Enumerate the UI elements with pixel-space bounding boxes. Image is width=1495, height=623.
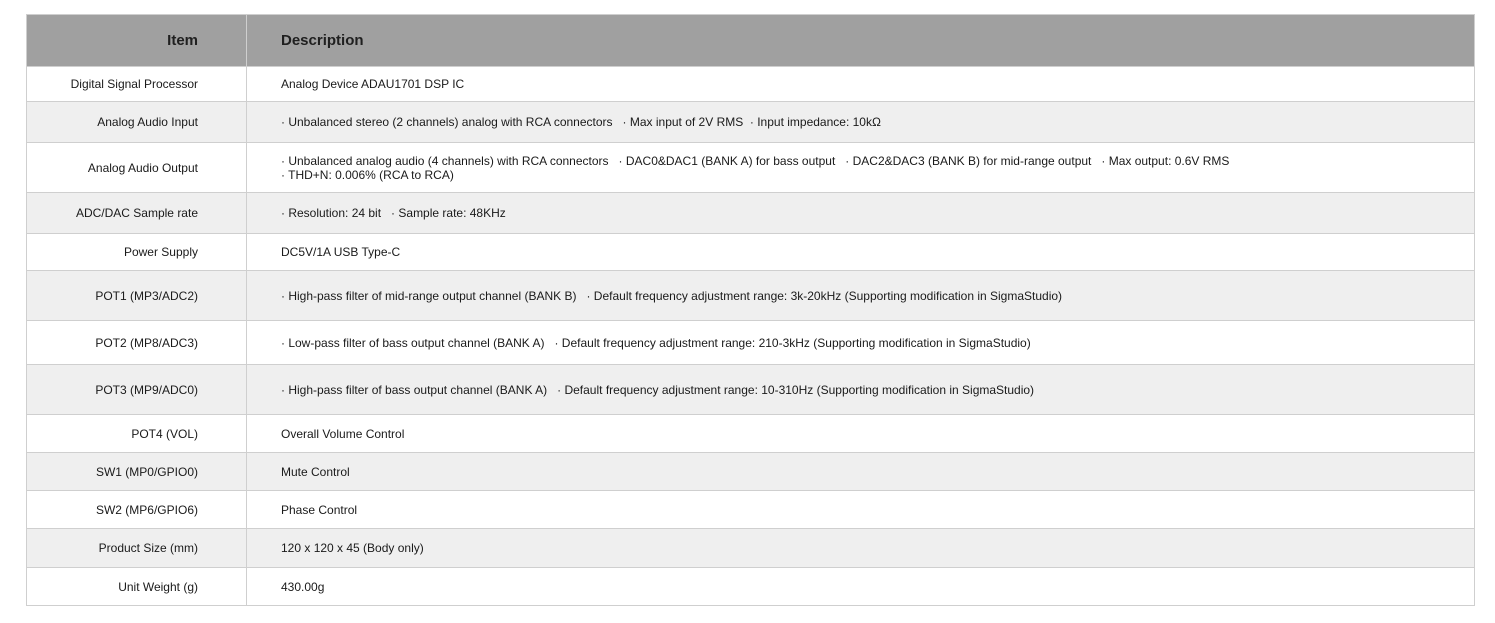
description-cell	[247, 67, 1474, 101]
table-row	[27, 101, 1474, 142]
table-row	[27, 270, 1474, 320]
item-cell: POT1 (MP3/ADC2)	[27, 271, 247, 320]
item-cell: Digital Signal Processor	[27, 67, 247, 101]
description-line: Mute Control	[281, 464, 350, 479]
description-cell	[247, 193, 1474, 233]
description-cell	[247, 321, 1474, 364]
item-cell: Power Supply	[27, 234, 247, 270]
description-line: · Unbalanced stereo (2 channels) analog with RCA connectors · Max input of 2V RMS · Input impedance: 10kΩ	[281, 115, 881, 129]
description-cell	[247, 143, 1474, 192]
description-line: DC5V/1A USB Type-C	[281, 245, 401, 259]
item-cell: POT2 (MP8/ADC3)	[27, 321, 247, 364]
table-row	[27, 320, 1474, 364]
description-cell	[247, 453, 1474, 490]
table-row	[27, 528, 1474, 567]
item-cell: SW2 (MP6/GPIO6)	[27, 491, 247, 528]
item-cell: Product Size (mm)	[27, 529, 247, 567]
table-row	[27, 452, 1474, 490]
table-row	[27, 142, 1474, 192]
description-cell	[247, 491, 1474, 528]
description-line: · Unbalanced analog audio (4 channels) with RCA connectors · DAC0&DAC1 (BANK A) for bass output · DAC2&DAC3 (BANK B) for mid-range output · Max output: 0.6V RMS	[281, 153, 1230, 168]
description-line: · THD+N: 0.006% (RCA to RCA)	[281, 167, 454, 182]
item-cell: ADC/DAC Sample rate	[27, 193, 247, 233]
description-cell	[247, 271, 1474, 320]
table-row	[27, 192, 1474, 233]
table-row	[27, 414, 1474, 452]
item-cell: POT4 (VOL)	[27, 415, 247, 452]
description-cell	[247, 234, 1474, 270]
item-cell: SW1 (MP0/GPIO0)	[27, 453, 247, 490]
description-line: 120 x 120 x 45 (Body only)	[281, 541, 424, 555]
table-row	[27, 233, 1474, 270]
table-row	[27, 66, 1474, 101]
description-line: Overall Volume Control	[281, 426, 405, 441]
description-column-header: Description	[281, 31, 364, 49]
description-cell	[247, 529, 1474, 567]
description-line: · High-pass filter of bass output channel (BANK A) · Default frequency adjustment range: 10-310Hz (Supporting modification in SigmaStudio)	[281, 382, 1035, 397]
description-line: · High-pass filter of mid-range output channel (BANK B) · Default frequency adjustment range: 3k-20kHz (Supporting modification in SigmaStudio)	[281, 288, 1063, 303]
item-cell: Unit Weight (g)	[27, 568, 247, 605]
description-line: · Low-pass filter of bass output channel (BANK A) · Default frequency adjustment range: 210-3kHz (Supporting modification in SigmaStudio)	[281, 335, 1031, 350]
table-row	[27, 490, 1474, 528]
description-line: 430.00g	[281, 579, 325, 594]
spec-table	[26, 14, 1475, 606]
description-line: · Resolution: 24 bit · Sample rate: 48KHz	[281, 206, 506, 220]
table-header-row	[27, 15, 1474, 66]
item-cell: Analog Audio Output	[27, 143, 247, 192]
table-row	[27, 364, 1474, 414]
item-column-header: Item	[27, 15, 247, 66]
item-cell: Analog Audio Input	[27, 102, 247, 142]
table-row	[27, 567, 1474, 605]
description-cell	[247, 365, 1474, 414]
item-cell: POT3 (MP9/ADC0)	[27, 365, 247, 414]
description-cell	[247, 415, 1474, 452]
description-cell	[247, 568, 1474, 605]
description-cell	[247, 102, 1474, 142]
description-line: Analog Device ADAU1701 DSP IC	[281, 77, 465, 91]
description-line: Phase Control	[281, 502, 358, 517]
